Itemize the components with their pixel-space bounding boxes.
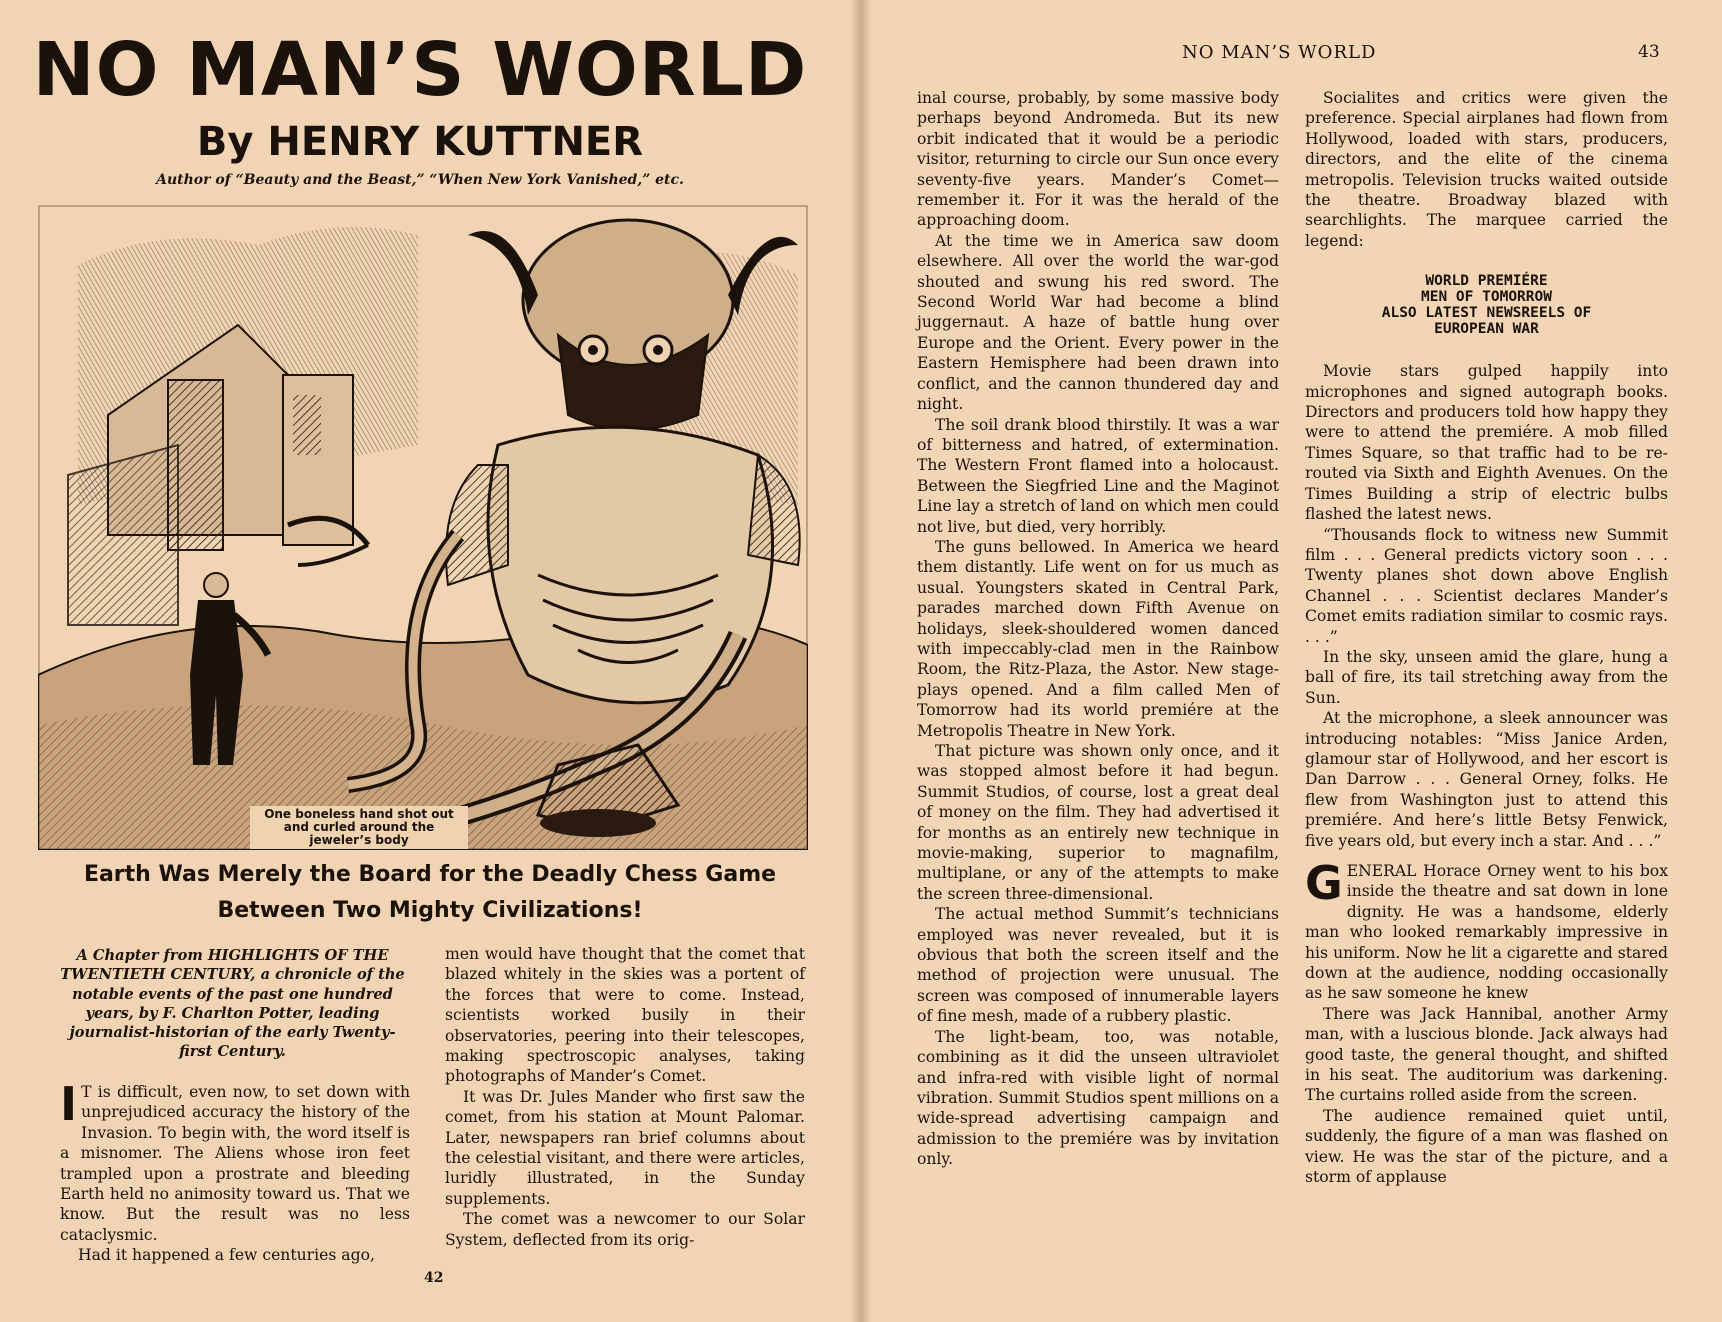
- paragraph: That picture was shown only once, and it was stopped almost before it had begun. Summit Studios, of course, lost a great deal of money on the film. They had advertised it for months as an entirely new technique in movie-making, superior to magnafilm, multiplane, or any of the attempts to make the screen three-dimensional.: [917, 742, 1279, 903]
- paragraph: The comet was a newcomer to our Solar System, deflected from its orig-: [445, 1210, 805, 1249]
- paragraph-text: T is difficult, even now, to set down with unprejudiced accuracy the history of the Invasion. To begin with, the word itself is a misnomer. The Aliens whose iron feet trampled upon a prostrate and bleeding Earth held no animosity toward us. That we know. But the result was no less cataclysmic.: [60, 1083, 410, 1244]
- paragraph: Had it happened a few centuries ago,: [78, 1246, 375, 1265]
- right-page: [861, 0, 1722, 1322]
- paragraph: At the microphone, a sleek announcer was introducing notables: “Miss Janice Arden, glamour star of Hollywood, and her escort is Dan Darrow . . . General Orney, folks. He flew from Washington just to attend this premiére. And here’s little Betsy Fenwick, five years old, but every inch a star. And . . .”: [1305, 709, 1668, 850]
- marquee-line: MEN OF TOMORROW: [1421, 289, 1552, 306]
- tagline-line-1: Earth Was Merely the Board for the Deadly Chess Game: [83, 862, 777, 887]
- paragraph: inal course, probably, by some massive body perhaps beyond Andromeda. But its new orbit indicated that it would be a periodic visitor, returning to circle our Sun once every seventy-five years. Mander’s Comet—remember it. For it was the herald of the approaching doom.: [917, 89, 1279, 230]
- story-title: NO MAN’S WORLD: [32, 27, 808, 113]
- paragraph: Socialites and critics were given the preference. Special airplanes had flown from Hollywood, loaded with stars, producers, directors, and the elite of the cinema metropolis. Television trucks waited outside the theatre. Broadway blazed with searchlights. The marquee carried the legend:: [1305, 89, 1668, 250]
- paragraph: [1305, 856, 1668, 1004]
- paragraph: [60, 1077, 410, 1245]
- page-number-right: 43: [1638, 42, 1660, 62]
- paragraph: The soil drank blood thirstily. It was a war of bitterness and hatred, of extermination. The Western Front flamed into a holocaust. Between the Siegfried Line and the Maginot Line lay a stretch of land on which men could not live, but died, very horribly.: [917, 415, 1279, 536]
- paragraph: In the sky, unseen amid the glare, hung a ball of fire, its tail stretching away from the Sun.: [1305, 647, 1668, 707]
- story-illustration: [38, 205, 808, 850]
- right-column-1: [917, 88, 1279, 1170]
- paragraph: The actual method Summit’s technicians employed was never revealed, but it is obvious that both the screen itself and the method of projection were unusual. The screen was composed of innumerable layers of fine mesh, made of a rubbery plastic.: [917, 905, 1279, 1026]
- drop-cap: G: [1305, 856, 1343, 910]
- paragraph: “Thousands flock to witness new Summit film . . . General predicts victory soon . . . Twenty planes shot down above English Channel . . . Scientist declares Mander’s Comet emits radiation similar to cosmic rays. . . .”: [1305, 525, 1668, 646]
- illustration-caption: One boneless hand shot out and curled around the jeweler’s body: [250, 806, 468, 849]
- marquee-legend: [1305, 273, 1668, 337]
- paragraph: It was Dr. Jules Mander who first saw the comet, from his station at Mount Palomar. Later, newspapers ran brief columns about the celestial visitant, and there were articles, luridly illustrated, in the Sunday supplements.: [445, 1087, 805, 1208]
- left-column-2: [445, 944, 805, 1250]
- page-gutter: [850, 0, 872, 1322]
- paragraph: The audience remained quiet until, suddenly, the figure of a man was flashed on view. He was the star of the picture, and a storm of applause: [1305, 1106, 1668, 1187]
- marquee-line: EUROPEAN WAR: [1434, 321, 1539, 338]
- paragraph: At the time we in America saw doom elsewhere. All over the world the war-god shouted and swung his red sword. The Second World War had become a blind juggernaut. A haze of battle hung over Europe and the Orient. Every power in the Eastern Hemisphere had been drawn into conflict, and the cannon thundered day and night.: [917, 231, 1279, 414]
- left-column-1: [60, 1077, 410, 1266]
- paragraph: The light-beam, too, was notable, combining as it did the unseen ultraviolet and infra-red with visible light of normal vibration. Summit Studios spent millions on a wide-spread advertising campaign and admission to the premiére was by invitation only.: [917, 1027, 1279, 1169]
- paragraph: men would have thought that the comet that blazed whitely in the skies was a portent of the forces that were to come. Instead, scientists worked busily in their observatories, peering into their telescopes, making spectroscopic analyses, taking photographs of Mander’s Comet.: [445, 945, 805, 1086]
- byline: By HENRY KUTTNER: [196, 119, 644, 165]
- tagline-line-2: Between Two Mighty Civilizations!: [217, 898, 643, 923]
- right-column-2: [1305, 88, 1668, 1188]
- paragraph: The guns bellowed. In America we heard them distantly. Life went on for us much as usual. Youngsters skated in Central Park, parades marched down Fifth Avenue on holidays, sleek-shouldered women danced with impeccably-clad men in the Rainbow Room, the Ritz-Plaza, the Astor. New stage-plays opened. And a film called Men of Tomorrow had its world premiére at the Metropolis Theatre in New York.: [917, 537, 1279, 740]
- paragraph-text: ENERAL Horace Orney went to his box inside the theatre and sat down in lone dignity. He was a handsome, elderly man who looked remarkably impressive in his uniform. Now he lit a cigarette and stared down at the audience, nodding occasionally as he saw someone he knew: [1305, 862, 1668, 1003]
- page-number-left: 42: [424, 1270, 444, 1286]
- marquee-line: ALSO LATEST NEWSREELS OF: [1381, 305, 1592, 322]
- paragraph: Movie stars gulped happily into microphones and signed autograph books. Directors and producers told how happy they were to attend the premiére. A mob filled Times Square, so that traffic had to be re-routed via Sixth and Eighth Avenues. On the Times Building a strip of electric bulbs flashed the latest news.: [1305, 362, 1668, 524]
- author-credit: Author of “Beauty and the Beast,” “When New York Vanished,” etc.: [156, 172, 684, 188]
- drop-cap: I: [60, 1077, 78, 1131]
- chapter-intro: A Chapter from HIGHLIGHTS OF THE TWENTIETH CENTURY, a chronicle of the notable events of the past one hundred years, by F. Charlton Potter, leading journalist-historian of the early Twenty-first Century.: [60, 947, 405, 1061]
- running-title: NO MAN’S WORLD: [1182, 42, 1377, 63]
- marquee-line: WORLD PREMIÉRE: [1425, 273, 1548, 290]
- paragraph: There was Jack Hannibal, another Army man, with a luscious blonde. Jack always had good taste, the general thought, and shifted in his seat. The auditorium was darkening. The curtains rolled aside from the screen.: [1305, 1004, 1668, 1105]
